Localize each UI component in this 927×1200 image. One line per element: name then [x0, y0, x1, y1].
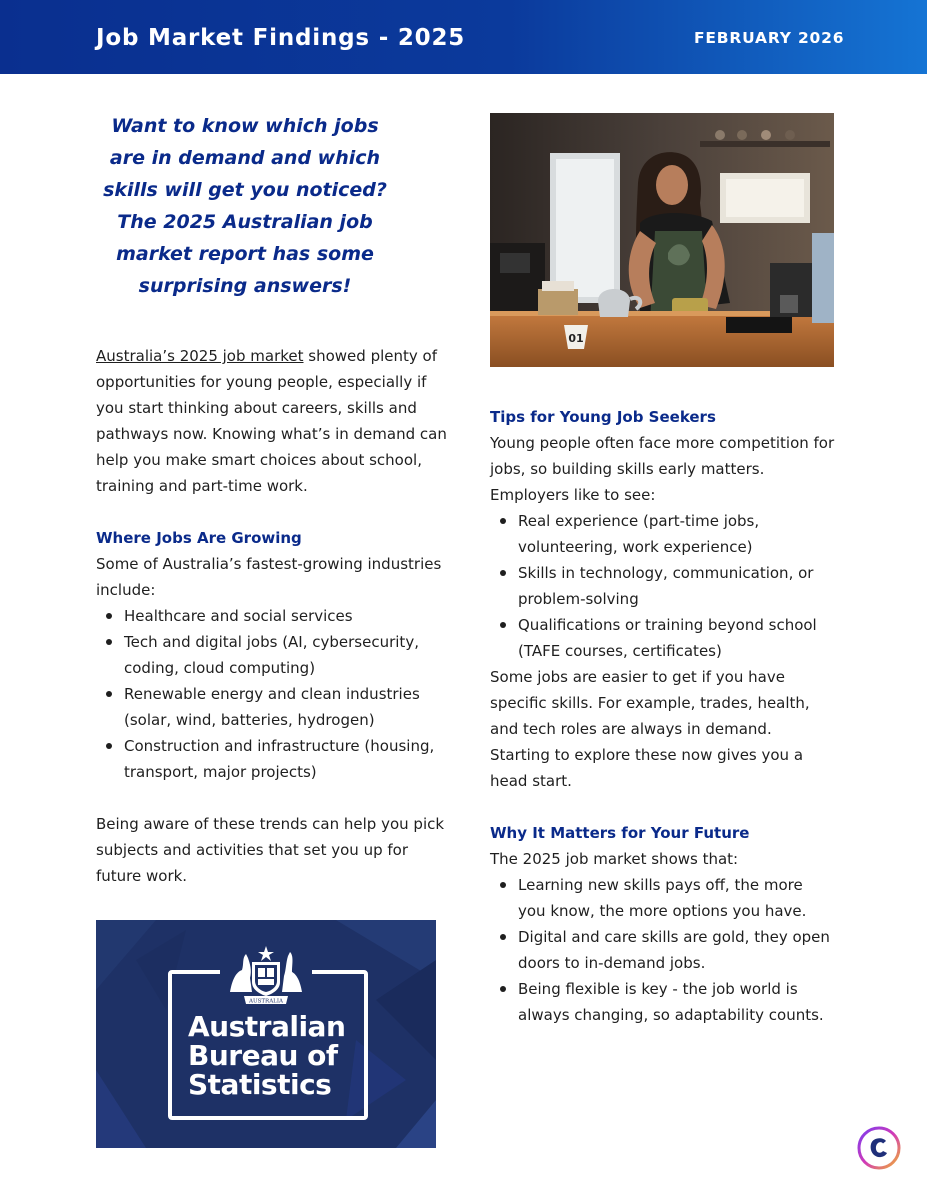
table-number: 01 — [568, 332, 584, 345]
crest-banner-text: AUSTRALIA — [249, 998, 283, 1005]
list-item: Being flexible is key - the job world is always changing, so adaptability counts. — [490, 976, 835, 1028]
page-title: Job Market Findings - 2025 — [96, 25, 466, 51]
future-intro: The 2025 job market shows that: — [490, 850, 739, 868]
list-item: Real experience (part-time jobs, volunteering, work experience) — [490, 508, 835, 560]
growing-intro: Some of Australia’s fastest-growing industries include: — [96, 555, 442, 599]
intro-callout: Want to know which jobs are in demand and which skills will get you noticed? The 2025 Australian job market report has some surprising answers! — [103, 115, 387, 297]
tips-intro: Young people often face more competition for jobs, so building skills early matters. Employers like to see: — [490, 434, 835, 504]
closing-paragraph: Being aware of these trends can help you pick subjects and activities that set you up for future work. — [96, 815, 445, 885]
job-market-link[interactable]: Australia’s 2025 job market — [96, 347, 304, 365]
future-heading: Why It Matters for Your Future — [490, 824, 750, 842]
intro-paragraph — [96, 343, 451, 499]
growing-list — [96, 603, 451, 785]
logo-line-3: Statistics — [188, 1068, 332, 1101]
list-item: Learning new skills pays off, the more you know, the more options you have. — [490, 872, 835, 924]
list-item: Digital and care skills are gold, they open doors to in-demand jobs. — [490, 924, 835, 976]
logo-line-1: Australian — [188, 1010, 346, 1043]
coat-of-arms-icon — [222, 940, 310, 1010]
publication-date: FEBRUARY 2026 — [694, 29, 845, 47]
brand-c-logo-icon — [857, 1126, 901, 1170]
future-list — [490, 872, 835, 1028]
list-item: Skills in technology, communication, or problem-solving — [490, 560, 835, 612]
growing-heading: Where Jobs Are Growing — [96, 529, 302, 547]
tips-list — [490, 508, 835, 664]
intro-paragraph-text: showed plenty of opportunities for young people, especially if you start thinking about careers, skills and pathways now. Knowing what’s in demand can help you make smart choices about school, training and part-time work. — [96, 347, 447, 495]
header-banner — [0, 0, 927, 74]
logo-wordmark — [188, 1012, 368, 1099]
cafe-worker-photo — [490, 113, 834, 367]
logo-line-2: Bureau of — [188, 1039, 338, 1072]
left-column — [96, 343, 451, 889]
tips-after-paragraph: Some jobs are easier to get if you have specific skills. For example, trades, health, and tech roles are always in demand. Starting to explore these now gives you a head start. — [490, 668, 810, 790]
abs-logo-image — [96, 920, 436, 1148]
tips-heading: Tips for Young Job Seekers — [490, 408, 716, 426]
cafe-scene-illustration — [490, 113, 834, 367]
list-item: Qualifications or training beyond school (TAFE courses, certificates) — [490, 612, 835, 664]
list-item: Healthcare and social services — [96, 603, 451, 629]
list-item: Renewable energy and clean industries (solar, wind, batteries, hydrogen) — [96, 681, 451, 733]
right-column — [490, 404, 835, 1028]
list-item: Construction and infrastructure (housing, transport, major projects) — [96, 733, 451, 785]
list-item: Tech and digital jobs (AI, cybersecurity, coding, cloud computing) — [96, 629, 451, 681]
